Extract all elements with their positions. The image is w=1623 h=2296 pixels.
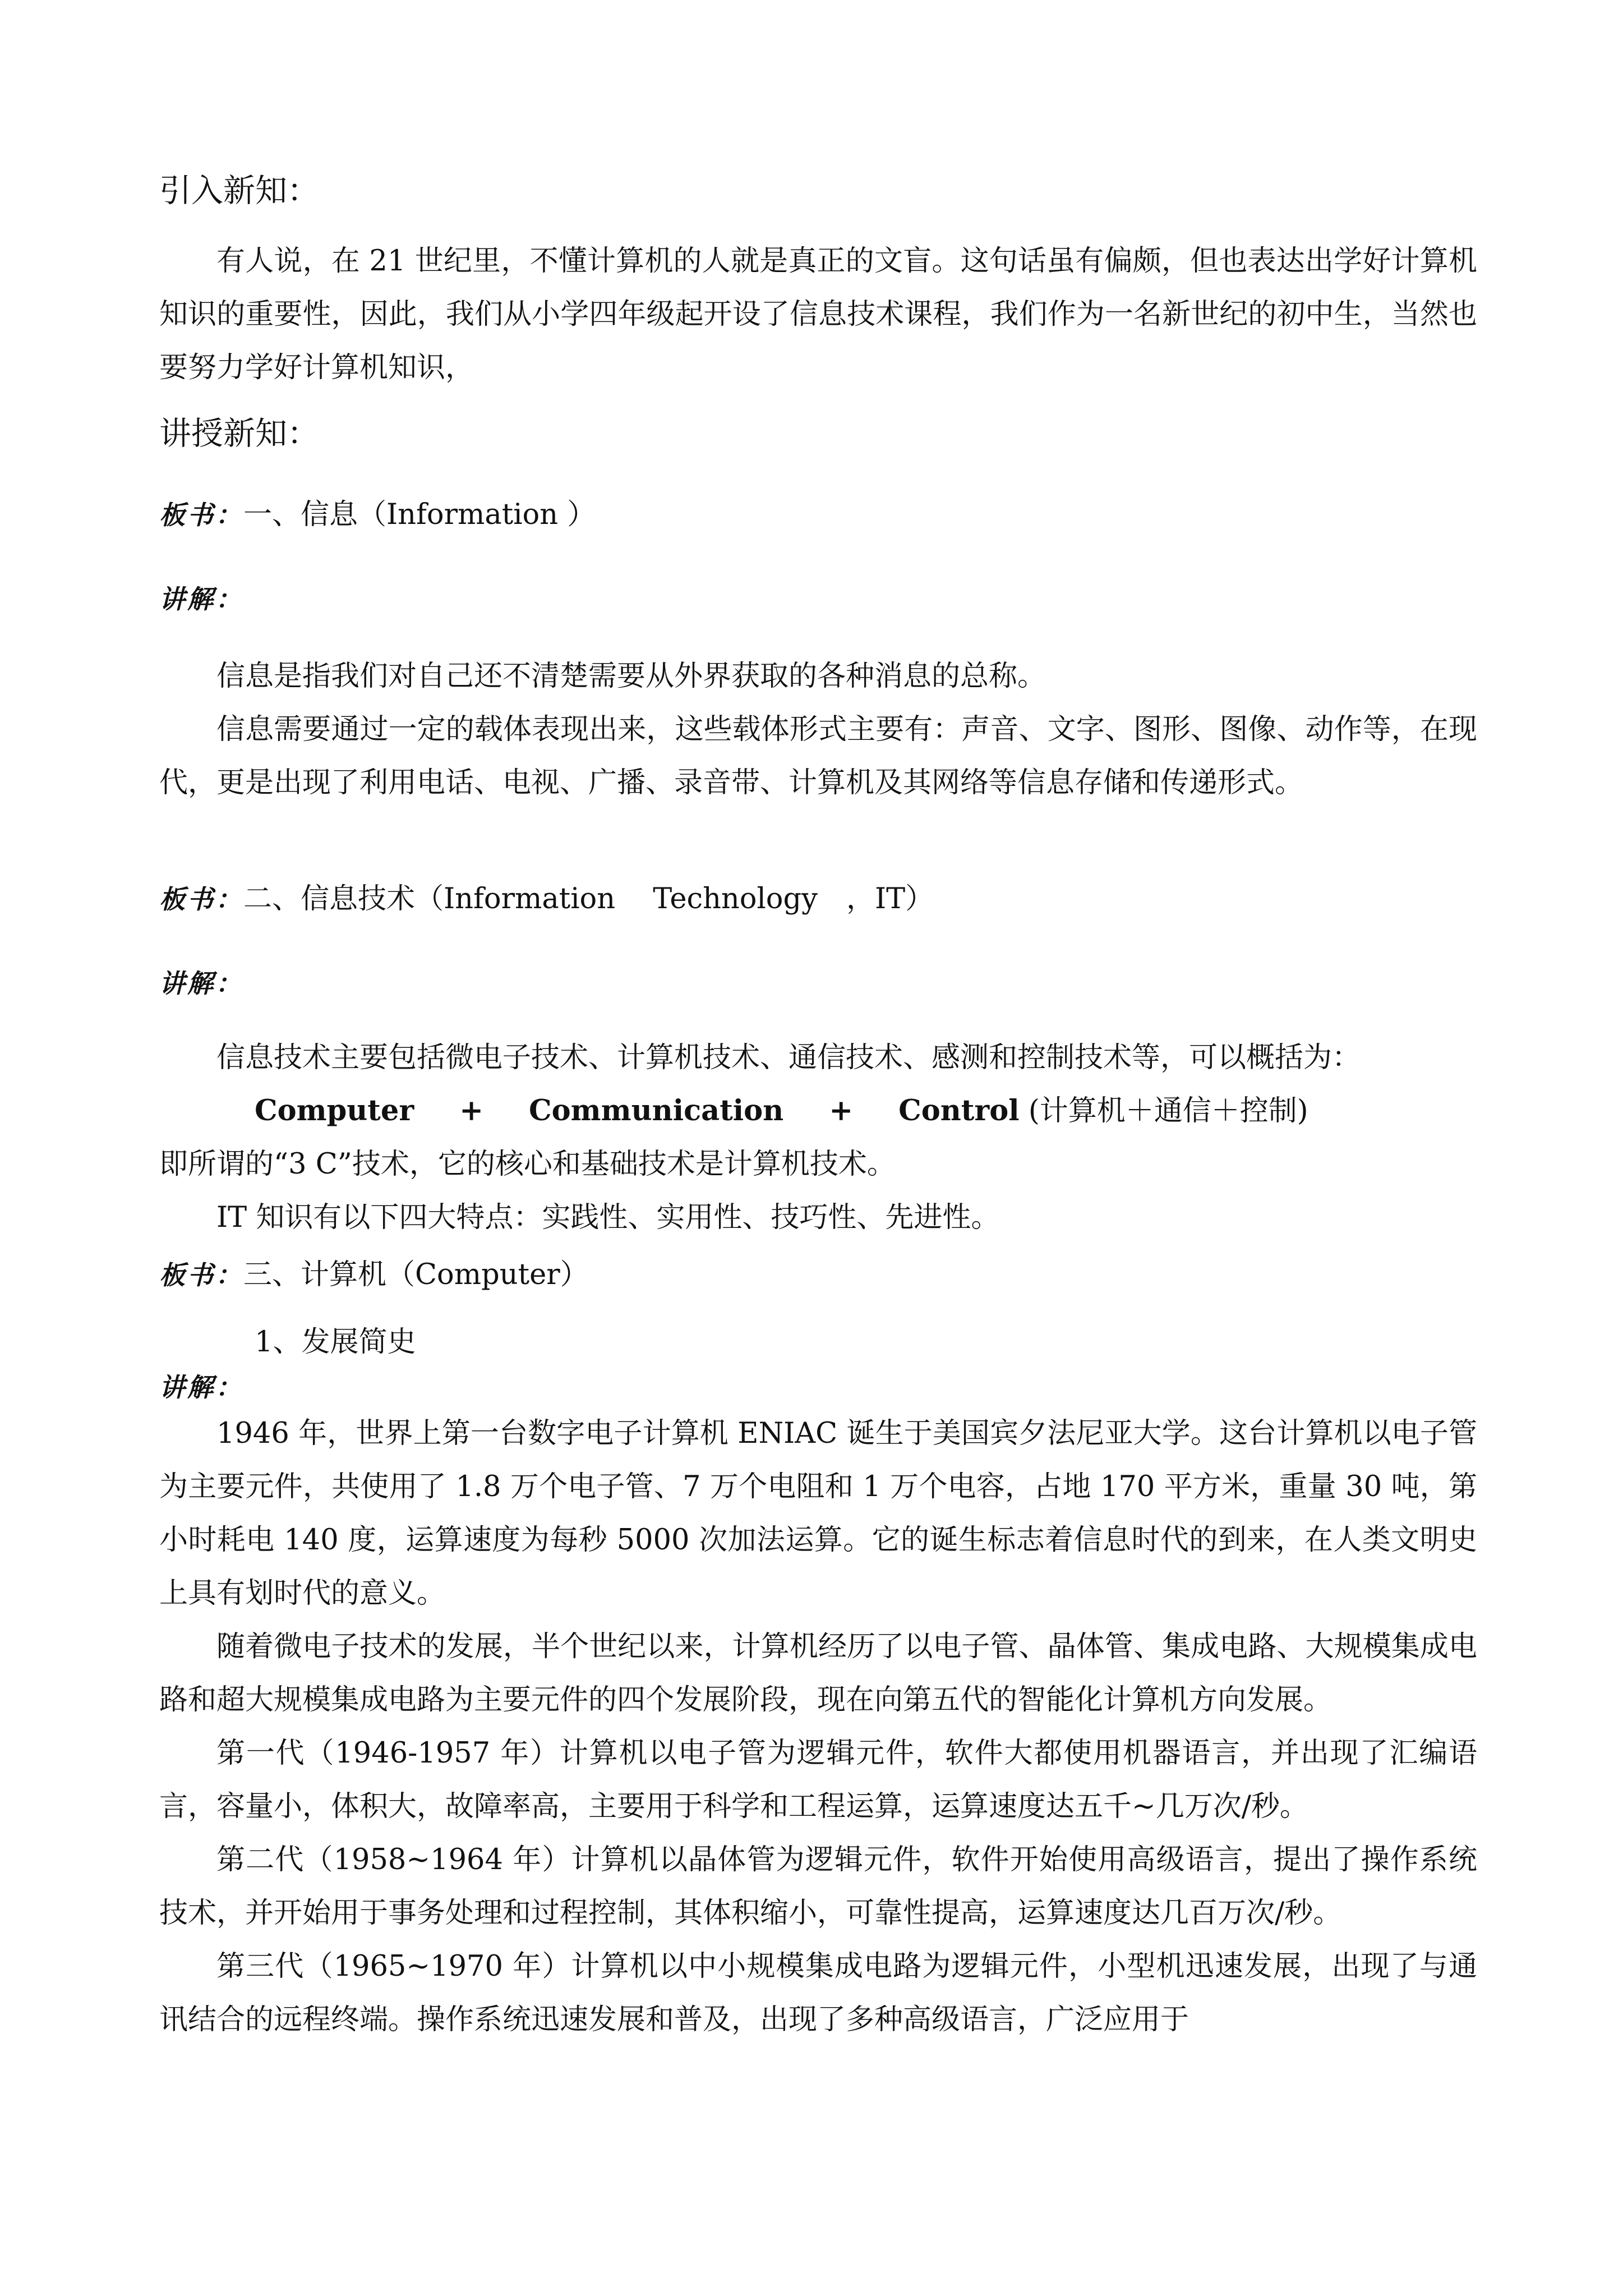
formula-plus-1: + — [459, 1094, 483, 1128]
explain-label: 讲解： — [159, 1372, 243, 1402]
history-para-2: 随着微电子技术的发展，半个世纪以来，计算机经历了以电子管、晶体管、集成电路、大规模集成电路和超大规模集成电路为主要元件的四个发展阶段，现在向第五代的智能化计算机方向发展。 — [159, 1630, 1477, 1717]
history-para-5: 第三代（1965~1970 年）计算机以中小规模集成电路为逻辑元件，小型机迅速发展，出现了与通讯结合的远程终端。操作系统迅速发展和普及，出现了多种高级语言，广泛应用于 — [159, 1950, 1477, 2036]
board-label: 板书： — [159, 1260, 243, 1290]
intro-heading: 引入新知： — [159, 172, 319, 209]
history-para-1: 1946 年，世界上第一台数字电子计算机 ENIAC 诞生于美国宾夕法尼亚大学。这台计算机以电子管为主要元件，共使用了 1.8 万个电子管、7 万个电阻和 1 万个电容，占地 170 平方米，重量 30 吨，第小时耗电 140 度，运算速度为每秒 5000 次加法运算。它的诞生标志着信息时代的到来，在人类文明史上具有划时代的意义。 — [159, 1417, 1477, 1610]
it-para-2: 即所谓的“3 C”技术，它的核心和基础技术是计算机技术。 — [159, 1148, 896, 1181]
it-para-1: 信息技术主要包括微电子技术、计算机技术、通信技术、感测和控制技术等，可以概括为： — [216, 1041, 1361, 1074]
board-line-2 — [159, 874, 1477, 924]
formula-control: Control — [898, 1094, 1020, 1128]
board-line-1 — [159, 490, 1477, 540]
it-para-3: IT 知识有以下四大特点：实践性、实用性、技巧性、先进性。 — [216, 1201, 1000, 1234]
intro-paragraph: 有人说，在 21 世纪里，不懂计算机的人就是真正的文盲。这句话虽有偏颇，但也表达出学好计算机知识的重要性，因此，我们从小学四年级起开设了信息技术课程，我们作为一名新世纪的初中生，当然也要努力学好计算机知识， — [159, 245, 1477, 384]
formula-computer: Computer — [255, 1094, 414, 1128]
history-para-4: 第二代（1958~1964 年）计算机以晶体管为逻辑元件，软件开始使用高级语言，提出了操作系统技术，并开始用于事务处理和过程控制，其体积缩小，可靠性提高，运算速度达几百万次/秒。 — [159, 1843, 1477, 1930]
formula-communication: Communication — [529, 1094, 784, 1128]
document-page — [159, 168, 1477, 2046]
teach-heading: 讲授新知： — [159, 415, 319, 452]
history-para-3: 第一代（1946-1957 年）计算机以电子管为逻辑元件，软件大都使用机器语言，并出现了汇编语言，容量小，体积大，故障率高，主要用于科学和工程运算，运算速度达五千~几万次/秒。 — [159, 1737, 1477, 1823]
explain-label: 讲解： — [159, 968, 243, 999]
formula-3c — [159, 1084, 1477, 1138]
formula-tail: (计算机＋通信＋控制) — [1028, 1094, 1308, 1128]
info-para-1: 信息是指我们对自己还不清楚需要从外界获取的各种消息的总称。 — [216, 660, 1046, 693]
board-label: 板书： — [159, 500, 243, 530]
sub-heading-history: 1、发展简史 — [255, 1326, 416, 1359]
explain-label: 讲解： — [159, 584, 243, 614]
board-text-3: 三、计算机（Computer） — [243, 1258, 589, 1291]
explain-line-2 — [159, 958, 1477, 1009]
board-label: 板书： — [159, 884, 243, 914]
board-text-1: 一、信息（Information ） — [243, 498, 596, 531]
board-text-2: 二、信息技术（Information Technology ，IT） — [243, 882, 934, 915]
explain-line-3 — [159, 1368, 1477, 1407]
formula-plus-2: + — [829, 1094, 854, 1128]
explain-line-1 — [159, 574, 1477, 624]
info-para-2: 信息需要通过一定的载体表现出来，这些载体形式主要有：声音、文字、图形、图像、动作等，在现代，更是出现了利用电话、电视、广播、录音带、计算机及其网络等信息存储和传递形式。 — [159, 713, 1477, 799]
board-line-3 — [159, 1250, 1477, 1300]
